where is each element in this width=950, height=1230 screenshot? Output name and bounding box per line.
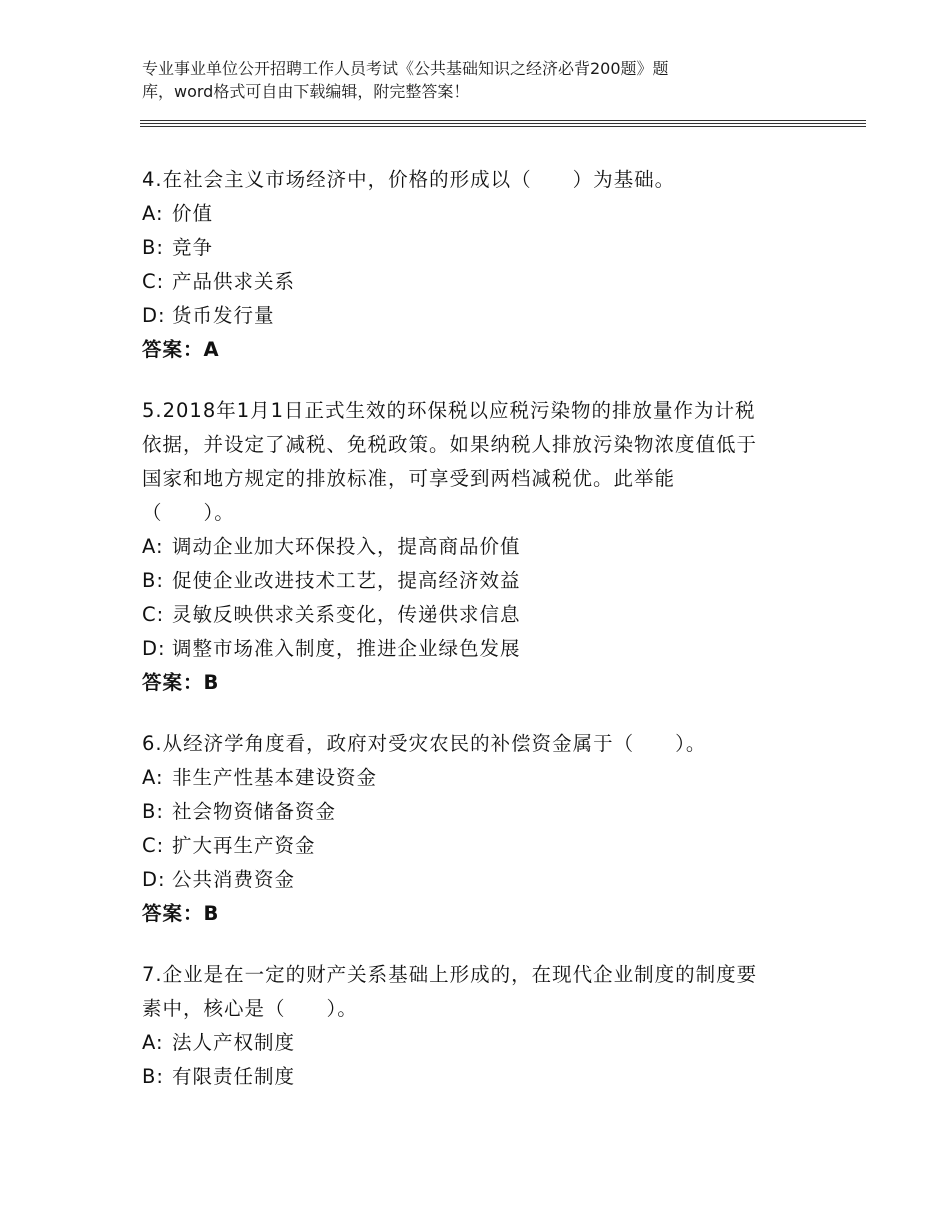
document-header <box>142 57 782 103</box>
option-text: 货币发行量 <box>172 304 275 327</box>
option-key: D: <box>142 637 166 660</box>
stem-line: （ ）。 <box>142 501 235 524</box>
option-c <box>142 598 822 632</box>
answer-label: 答案：B <box>142 902 220 925</box>
option-text: 灵敏反映供求关系变化，传递供求信息 <box>172 603 521 626</box>
question-stem <box>142 958 822 1026</box>
question-list <box>142 163 822 1121</box>
stem-line: 国家和地方规定的排放标准，可享受到两档减税优。此举能 <box>142 467 676 490</box>
question-stem <box>142 727 822 761</box>
question-7 <box>142 958 822 1094</box>
answer-label: 答案：A <box>142 338 220 361</box>
option-b <box>142 231 822 265</box>
option-text: 社会物资储备资金 <box>172 800 337 823</box>
option-c <box>142 265 822 299</box>
option-text: 公共消费资金 <box>172 868 296 891</box>
stem-line: 依据，并设定了减税、免税政策。如果纳税人排放污染物浓度值低于 <box>142 433 758 456</box>
option-key: A: <box>142 535 164 558</box>
option-text: 产品供求关系 <box>172 270 296 293</box>
option-key: C: <box>142 270 165 293</box>
option-key: A: <box>142 1031 164 1054</box>
option-a <box>142 1026 822 1060</box>
stem-line: 4.在社会主义市场经济中，价格的形成以（ ）为基础。 <box>142 168 676 191</box>
option-text: 价值 <box>172 202 214 225</box>
option-key: B: <box>142 1065 164 1088</box>
option-a <box>142 530 822 564</box>
option-d <box>142 632 822 666</box>
option-key: A: <box>142 202 164 225</box>
header-line-2: 库，word格式可自由下载编辑，附完整答案！ <box>142 82 470 101</box>
option-key: B: <box>142 236 164 259</box>
option-text: 促使企业改进技术工艺，提高经济效益 <box>172 569 521 592</box>
option-text: 调整市场准入制度，推进企业绿色发展 <box>172 637 521 660</box>
option-d <box>142 299 822 333</box>
answer-label: 答案：B <box>142 671 220 694</box>
question-5 <box>142 394 822 700</box>
stem-line: 5.2018年1月1日正式生效的环保税以应税污染物的排放量作为计税 <box>142 399 756 422</box>
option-text: 非生产性基本建设资金 <box>172 766 378 789</box>
option-text: 有限责任制度 <box>172 1065 296 1088</box>
option-c <box>142 829 822 863</box>
option-b <box>142 564 822 598</box>
header-line-1: 专业事业单位公开招聘工作人员考试《公共基础知识之经济必背200题》题 <box>142 59 669 78</box>
option-text: 调动企业加大环保投入，提高商品价值 <box>172 535 521 558</box>
option-d <box>142 863 822 897</box>
option-key: B: <box>142 569 164 592</box>
header-rule <box>140 126 866 127</box>
option-text: 竞争 <box>172 236 214 259</box>
header-rule <box>140 120 866 121</box>
option-text: 法人产权制度 <box>172 1031 296 1054</box>
option-key: A: <box>142 766 164 789</box>
option-key: B: <box>142 800 164 823</box>
question-6 <box>142 727 822 931</box>
option-key: D: <box>142 868 166 891</box>
option-a <box>142 197 822 231</box>
question-stem <box>142 163 822 197</box>
stem-line: 6.从经济学角度看，政府对受灾农民的补偿资金属于（ ）。 <box>142 732 707 755</box>
question-stem <box>142 394 822 530</box>
option-text: 扩大再生产资金 <box>172 834 316 857</box>
stem-line: 素中，核心是（ ）。 <box>142 997 358 1020</box>
stem-line: 7.企业是在一定的财产关系基础上形成的，在现代企业制度的制度要 <box>142 963 758 986</box>
option-b <box>142 1060 822 1094</box>
option-b <box>142 795 822 829</box>
option-key: C: <box>142 834 165 857</box>
option-key: D: <box>142 304 166 327</box>
question-4 <box>142 163 822 367</box>
header-rule <box>140 123 866 124</box>
option-key: C: <box>142 603 165 626</box>
option-a <box>142 761 822 795</box>
